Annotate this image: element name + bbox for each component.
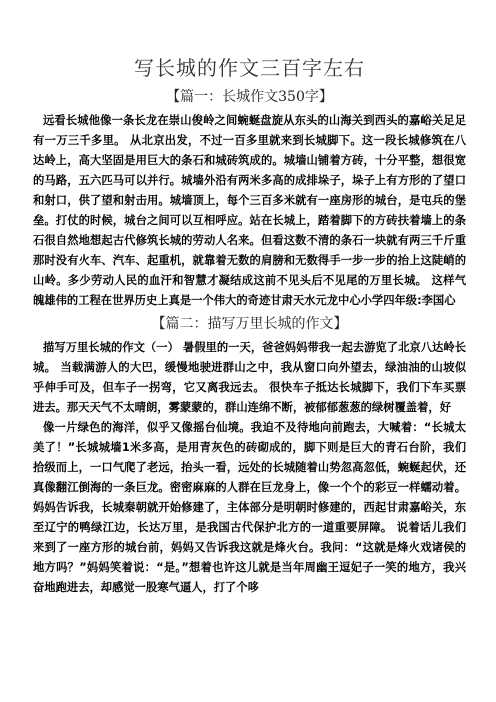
section-2 [33,315,466,598]
section-2-paragraph-1: 描写万里长城的作文（一） 暑假里的一天，爸爸妈妈带我一起去游览了北京八达岭长城。 当载满游人的大巴，缓慢地驶进群山之中，我从窗口向外望去，绿油油的山坡似乎伸手可及，但车子一拐弯，它又离我远去。 很快车子抵达长城脚下，我们下车买票进去。那天天气不太晴朗，雾蒙蒙的，群山连绵不断，被郁郁葱葱的绿树覆盖着，好 [33,341,466,414]
section-1 [33,88,466,311]
section-heading-2: 【篇二：描写万里长城的作文】 [151,316,348,332]
section-2-paragraph-2: 像一片绿色的海洋，似乎又像摇台仙境。我迫不及待地向前跑去，大喊着：“长城太美了！”长城城墙1米多高，是用青灰色的砖砌成的，脚下则是巨大的青石台阶，我们拾级而上，一口气爬了老远，抬头一看，远处的长城随着山势忽高忽低，蜿蜒起伏，还真像翻江倒海的一条巨龙。密密麻麻的人群在巨龙身上，像一个个的彩豆一样蠕动着。 妈妈告诉我，长城秦朝就开始修建了，主体部分是明朝时修建的，西起甘肃嘉峪关，东至辽宁的鸭绿江边，长达万里，是我国古代保护北方的一道重要屏障。 说着话儿我们来到了一座方形的城台前，妈妈又告诉我这就是烽火台。我问：“这就是烽火戏诸侯的地方吗？”妈妈笑着说：“是。”想着也许这儿就是当年周幽王逗妃子一笑的地方，我兴奋地跑进去，却感觉一股寒气逼人，打了个哆 [33,421,466,594]
section-heading-1: 【篇一：长城作文350字】 [166,89,333,105]
page-title: 写长城的作文三百字左右 [134,56,365,80]
section-1-paragraph-1: 远看长城他像一条长龙在崇山俊岭之间蜿蜒盘旋从东头的山海关到西头的嘉峪关足足有一万三千多里。 从北京出发，不过一百多里就来到长城脚下。这一段长城修筑在八达岭上，高大坚固是用巨大的条石和城砖筑成的。城墙山铺着方砖，十分平整，想很宽的马路，五六匹马可以并行。城墙外沿有两米多高的成排垛子，垛子上有方形的了望口和射口，供了望和射击用。城墙顶上，每个三百多米就有一座房形的城台，是屯兵的堡垒。打仗的时候，城台之间可以互相呼应。站在长城上，踏着脚下的方砖扶着墙上的条石很自然地想起古代修筑长城的劳动人名来。但看这数不清的条石一块就有两三千斤重那时没有火车、汽车、起重机，就靠着无数的肩膀和无数得手一步一步的抬上这陡峭的山岭。多少劳动人民的血汗和智慧才凝结成这前不见头后不见尾的万里长城。 这样气魄雄伟的工程在世界历史上真是一个伟大的奇迹甘肃天水元龙中心小学四年级:李国心 [33,114,466,307]
